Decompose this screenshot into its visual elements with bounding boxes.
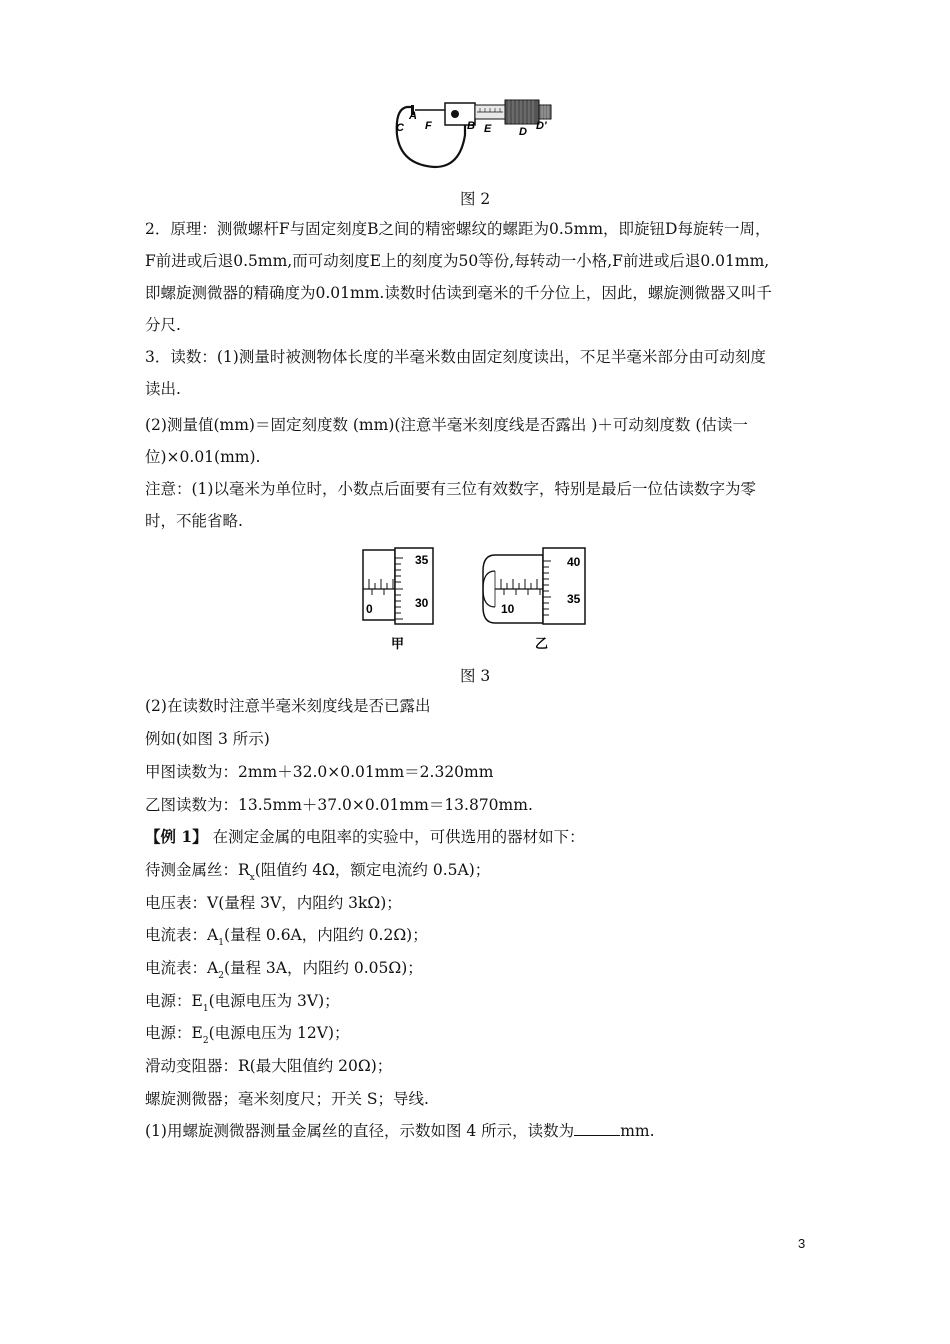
equipment-item-7: 滑动变阻器：R(最大阻值约 20Ω)； bbox=[145, 1057, 393, 1075]
section3-line-4: 位)×0.01(mm). bbox=[145, 448, 261, 466]
label-f: F bbox=[425, 120, 432, 132]
label-d-prime: D' bbox=[536, 120, 547, 132]
label-c: C bbox=[396, 122, 404, 134]
label-e: E bbox=[484, 123, 492, 135]
question-1: (1)用螺旋测微器测量金属丝的直径，示数如图 4 所示，读数为 mm. bbox=[145, 1122, 655, 1140]
section2-line-3: 即螺旋测微器的精确度为0.01mm.读数时估读到毫米的千分位上，因此，螺旋测微器又叫千 bbox=[145, 284, 772, 302]
note-line-1: (2)在读数时注意半毫米刻度线是否已露出 bbox=[145, 697, 431, 715]
micrometer-reading-diagram bbox=[355, 545, 595, 653]
example1-tag: 【例 1】 bbox=[145, 827, 208, 846]
jia-thimble-bottom: 30 bbox=[415, 596, 429, 610]
micrometer-diagram bbox=[385, 95, 565, 175]
reading-jia bbox=[363, 548, 433, 651]
equipment-item-6: 电源：$E_2$(电源电压为 12V)； bbox=[145, 1024, 350, 1046]
equipment-item-3: 电流表：$A_1$(量程 0.6A，内阻约 0.2Ω)； bbox=[145, 926, 428, 948]
label-a: A bbox=[409, 110, 417, 122]
figure3-caption: 图 3 bbox=[460, 667, 491, 685]
yi-thimble-bottom: 35 bbox=[567, 592, 581, 606]
equipment-item-8: 螺旋测微器；毫米刻度尺；开关 S；导线. bbox=[145, 1090, 429, 1108]
section2-line-4: 分尺. bbox=[145, 316, 181, 334]
section3-line-2: 读出. bbox=[145, 380, 181, 398]
section2-line-1: 2．原理：测微螺杆F与固定刻度B之间的精密螺纹的螺距为0.5mm，即旋钮D每旋转一周， bbox=[145, 220, 771, 238]
section3-line-5: 注意：(1)以毫米为单位时，小数点后面要有三位有效数字，特别是最后一位估读数字为零 bbox=[145, 480, 756, 498]
page-number: 3 bbox=[798, 1236, 806, 1251]
equipment-item-5: 电源：$E_1$(电源电压为 3V)； bbox=[145, 992, 340, 1014]
section3-line-1: 3．读数：(1)测量时被测物体长度的半毫米数由固定刻度读出，不足半毫米部分由可动刻度 bbox=[145, 348, 766, 366]
example1-intro bbox=[145, 827, 585, 847]
section2-line-2: F前进或后退0.5mm,而可动刻度E上的刻度为50等份,每转动一小格,F前进或后退0.01mm, bbox=[145, 252, 770, 270]
yi-thimble-top: 40 bbox=[567, 555, 581, 569]
section3-line-3: (2)测量值(mm)＝固定刻度数 (mm)(注意半毫米刻度线是否露出 )＋可动刻度数 (估读一 bbox=[145, 416, 748, 434]
equipment-item-2: 电压表：V(量程 3V，内阻约 3kΩ)； bbox=[145, 894, 402, 912]
yi-label: 乙 bbox=[535, 636, 549, 651]
answer-blank[interactable] bbox=[574, 1121, 620, 1136]
yi-fixed-scale: 10 bbox=[501, 602, 515, 616]
note-line-3: 甲图读数为：2mm＋32.0×0.01mm＝2.320mm bbox=[145, 763, 494, 781]
figure2-caption: 图 2 bbox=[460, 190, 491, 208]
note-line-2: 例如(如图 3 所示) bbox=[145, 730, 270, 748]
label-d: D bbox=[519, 126, 527, 138]
note-line-4: 乙图读数为：13.5mm＋37.0×0.01mm＝13.870mm. bbox=[145, 796, 533, 814]
label-b: B bbox=[467, 120, 475, 132]
equipment-item-4: 电流表：$A_2$(量程 3A，内阻约 0.05Ω)； bbox=[145, 959, 423, 981]
jia-thimble-top: 35 bbox=[415, 553, 429, 567]
reading-yi bbox=[483, 548, 585, 651]
section3-line-6: 时，不能省略. bbox=[145, 512, 243, 530]
jia-label: 甲 bbox=[391, 636, 405, 651]
jia-fixed-scale: 0 bbox=[366, 602, 373, 616]
example1-intro-text: 在测定金属的电阻率的实验中，可供选用的器材如下： bbox=[207, 828, 585, 846]
equipment-item-1: 待测金属丝：$R_x$(阻值约 4Ω，额定电流约 0.5A)； bbox=[145, 861, 491, 883]
